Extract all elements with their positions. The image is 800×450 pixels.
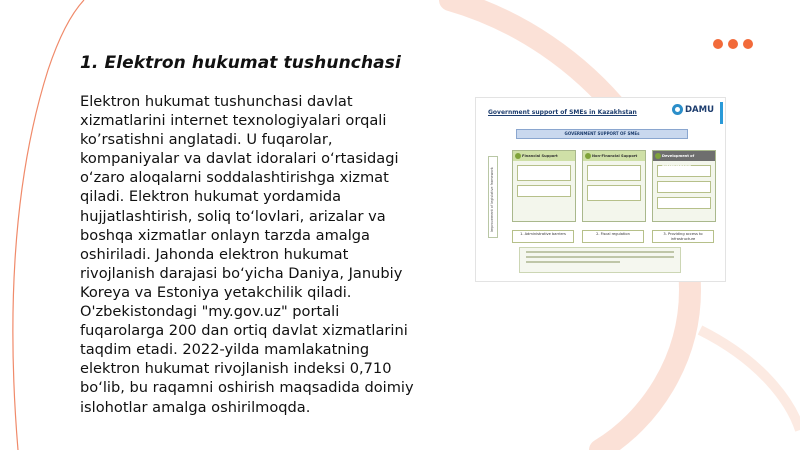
diagram-box [657,197,711,209]
diagram-bottom-box: 1. Administrative barriers [512,230,574,243]
accent-dots [713,39,753,49]
diagram-legend [519,247,681,273]
diagram-title: Government support of SMEs in Kazakhstan [488,109,637,116]
vertical-label: Improvement of legislative framework [490,167,494,232]
diagram-column [582,150,646,222]
diagram-column [652,150,716,222]
diagram-box [587,185,641,201]
legend-line [526,256,674,258]
logo-text: DAMU [685,104,714,115]
corner-arc [700,330,800,430]
body-paragraph: Elektron hukumat tushunchasi davlat xizmatlarini internet texnologiyalari orqali ko’rsatishni anglatadi. U fuqarolar, kompaniyalar va davlat idoralari o‘rtasidagi o‘zaro aloqalarni soddalashtirishga xizmat qiladi. Elektron hukumat yordamida hujjatlashtirish, soliq to‘lovlari, arizalar va boshqa xizmatlar onlayn tarzda amalga oshiriladi. Jahonda elektron hukumat rivojlanish darajasi bo‘yicha Daniya, Janubiy Koreya va Estoniya yetakchilik qiladi. O'zbekistondagi "my.gov.uz" portali fuqarolarga 200 dan ortiq davlat xizmatlarini taqdim etadi. 2022-yilda mamlakatning elektron hukumat rivojlanish indeksi 0,710 bo‘lib, bu raqamni oshirish maqsadida doimiy islohotlar amalga oshirilmoqda. [80,93,414,416]
vertical-label-box [488,156,498,238]
diagram-box [657,181,711,193]
accent-dot [743,39,753,49]
diagram-box [517,165,571,181]
legend-line [526,261,620,263]
legend-line [526,251,674,253]
diagram-bottom-box: 2. Fiscal regulation [582,230,644,243]
logo-icon [672,104,683,115]
column-heading: Financial Support [513,151,575,161]
column-heading: Non-Financial Support [583,151,645,161]
logo-bar [720,102,723,124]
diagram-box [587,165,641,181]
diagram-bottom-box: 3. Providing access to infrastructure [652,230,714,243]
accent-dot [713,39,723,49]
diagram-column [512,150,576,222]
embedded-diagram-image [476,98,725,281]
column-heading: Development of entrepreneurs [653,151,715,161]
left-arc-line [13,0,84,450]
damu-logo [672,104,714,115]
page-title: 1. Elektron hukumat tushunchasi [80,53,401,73]
diagram-header: GOVERNMENT SUPPORT OF SMEs [516,129,688,139]
diagram-box [517,185,571,197]
accent-dot [728,39,738,49]
